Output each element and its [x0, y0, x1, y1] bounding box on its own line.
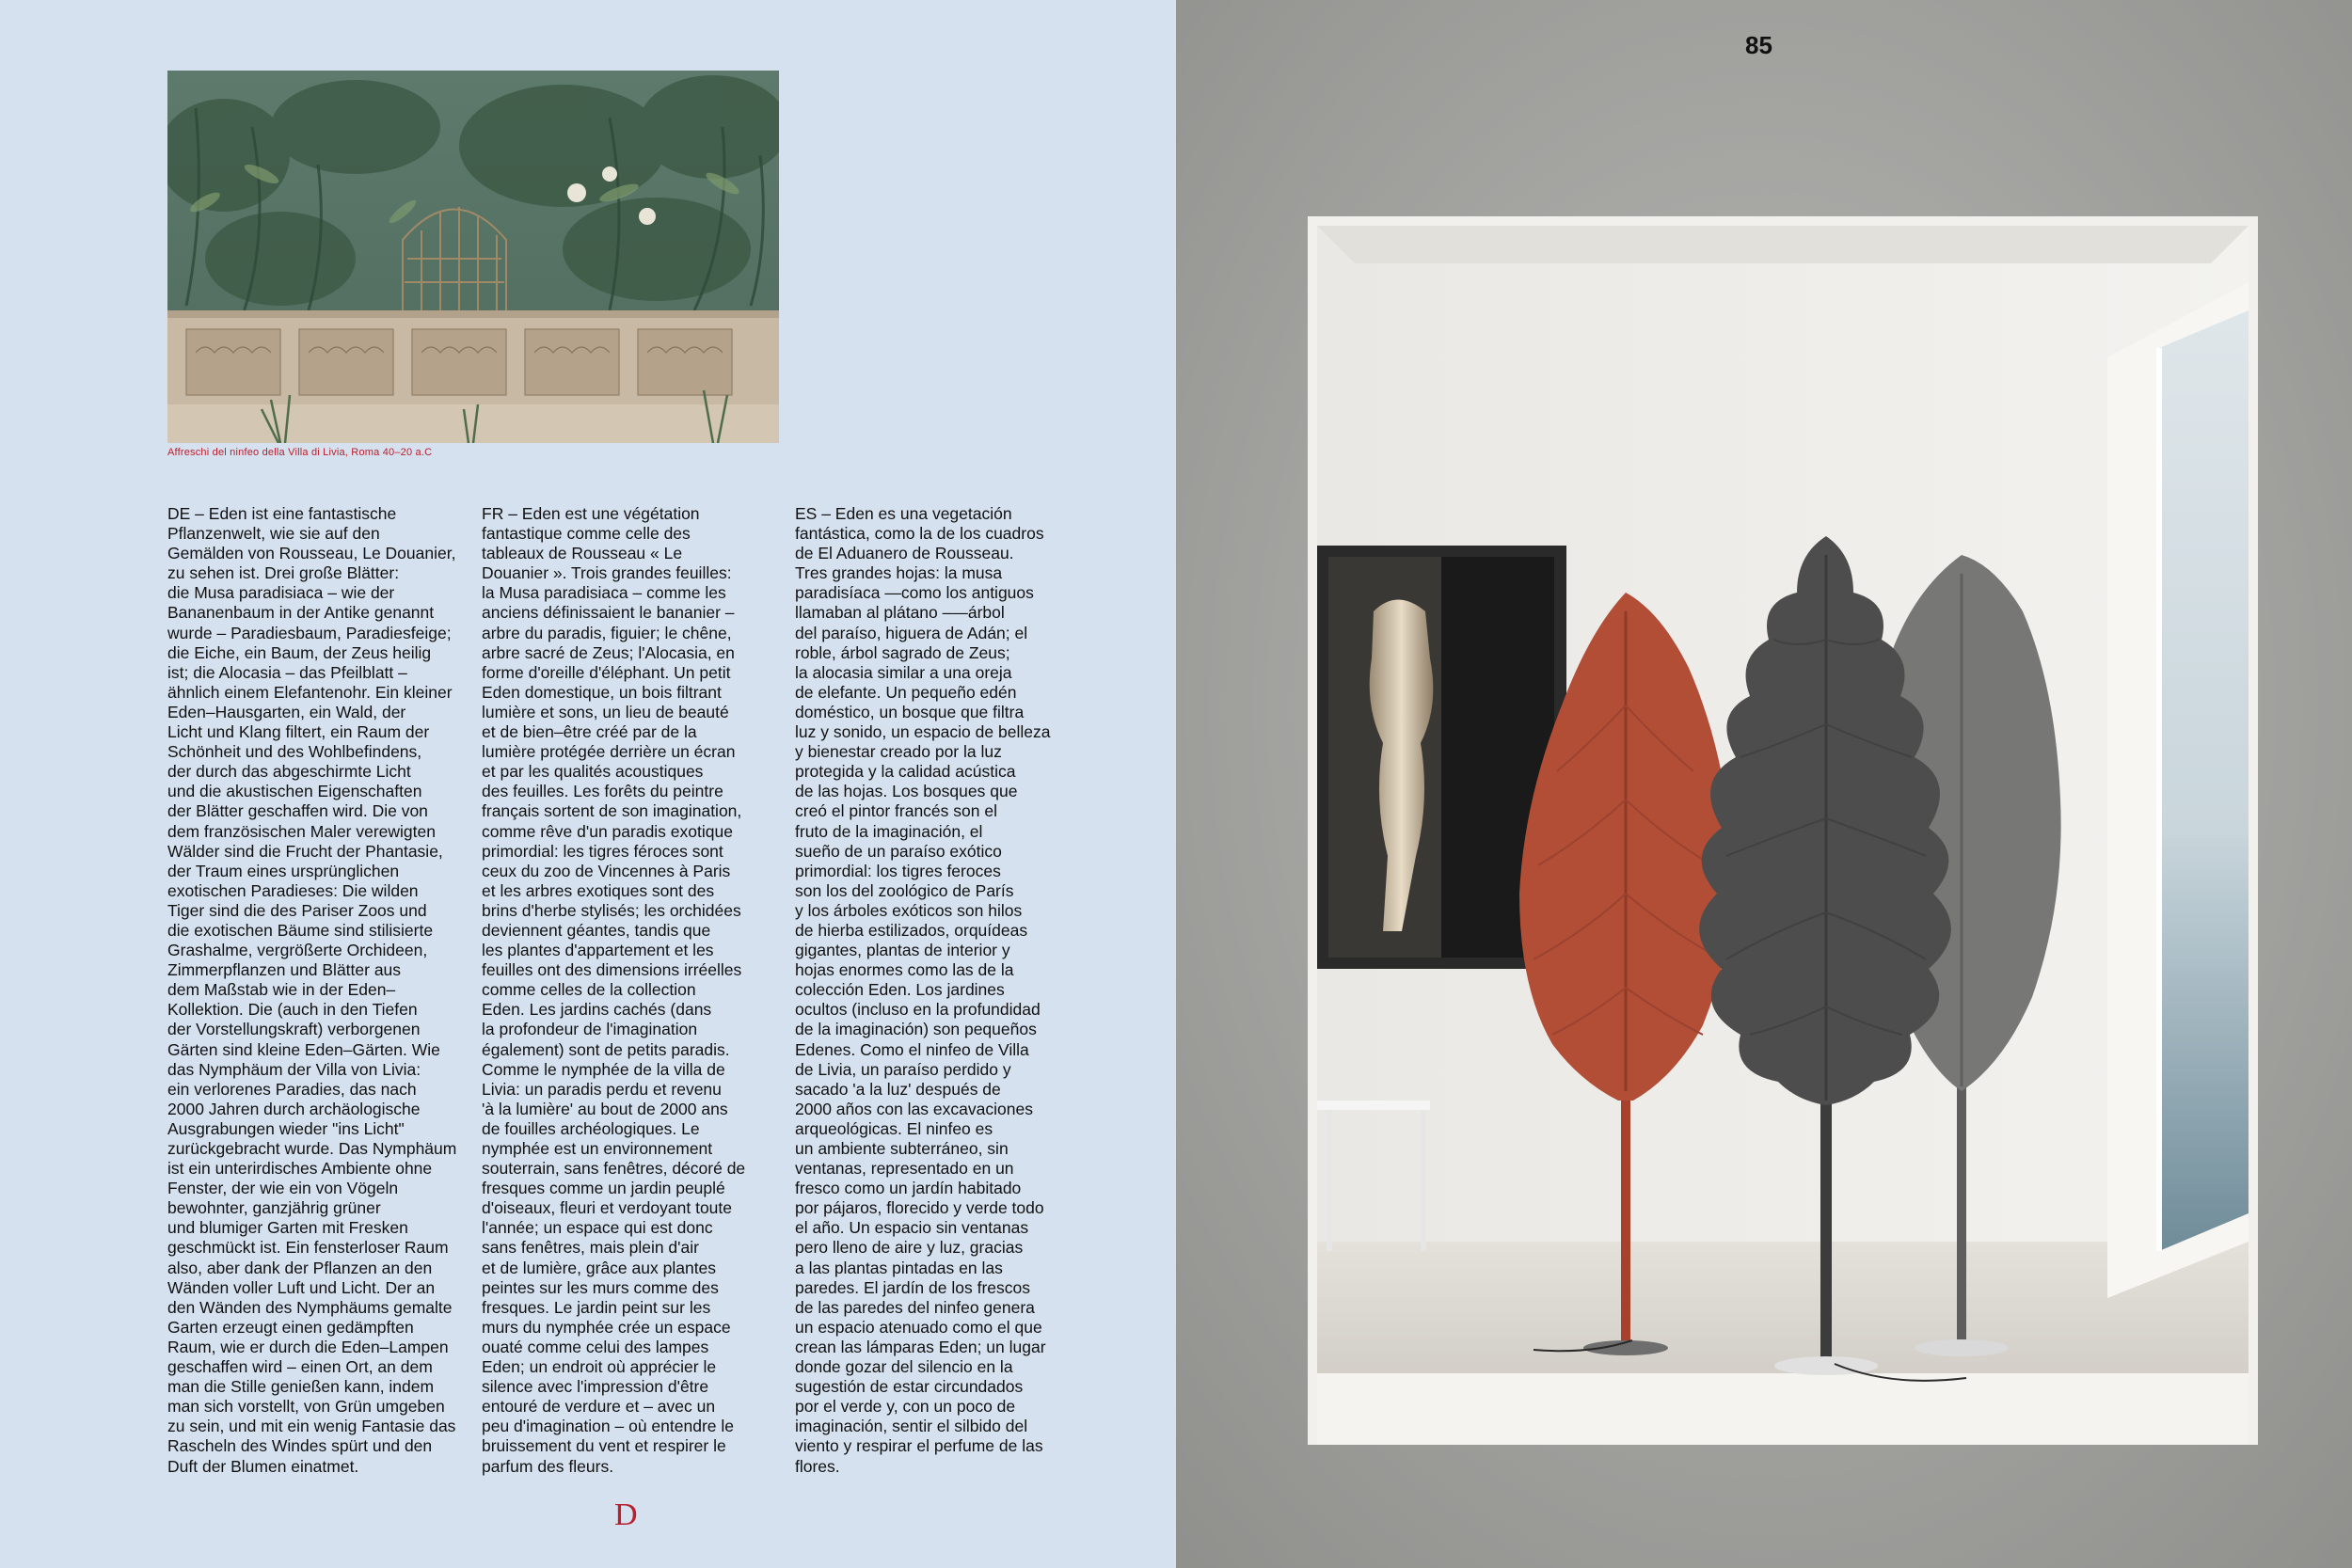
footer-logo: D: [614, 1497, 638, 1532]
room-photo: [1308, 216, 2258, 1445]
text-column-french: FR – Eden est une végétation fantastique comme celle des tableaux de Rousseau « Le Douanier ». Trois grandes feuilles: la Musa paradisiaca – comme les anciens définissaient le bananier – arbre du paradis, figuier; le chêne, arbre sacré de Zeus; l'Alocasia, en forme d'oreille d'éléphant. Un petit Eden domestique, un bois filtrant lumière et sons, un lieu de beauté et de bien–être créé par de la lumière protégée derrière un écran et par les qualités acoustiques des feuilles. Les forêts du peintre français sortent de son imagination, comme rêve d'un paradis exotique primordial: les tigres féroces sont ceux du zoo de Vincennes à Paris et les arbres exotiques sont des brins d'herbe stylisés; les orchidées deviennent géantes, tandis que les plantes d'appartement et les feuilles ont des dimensions irréelles comme celles de la collection Eden. Les jardins cachés (dans la profondeur de l'imagination également) sont de petits paradis. Comme le nymphée de la villa de Livia: un paradis perdu et revenu 'à la lumière' au bout de 2000 ans de fouilles archéologiques. Le nymphée est un environnement souterrain, sans fenêtres, décoré de fresques comme un jardin peuplé d'oiseaux, fleuri et verdoyant toute l'année; un espace qui est donc sans fenêtres, mais plein d'air et de lumière, grâce aux plantes peintes sur les murs comme des fresques. Le jardin peint sur les murs du nymphée crée un espace ouaté comme celui des lampes Eden; un endroit où apprécier le silence avec l'impression d'être entouré de verdure et – avec un peu d'imagination – où entendre le bruissement du vent et respirer le parfum des fleurs.: [482, 504, 746, 1476]
right-page: [1176, 0, 2352, 1568]
fresco-image: [167, 71, 779, 443]
text-column-german: DE – Eden ist eine fantastische Pflanzenwelt, wie sie auf den Gemälden von Rousseau, Le Douanier, zu sehen ist. Drei große Blätter: die Musa paradisiaca – wie der Bananenbaum in der Antike genannt wurde – Paradiesbaum, Paradiesfeige; die Eiche, ein Baum, der Zeus heilig ist; die Alocasia – das Pfeilblatt – ähnlich einem Elefantenohr. Ein kleiner Eden–Hausgarten, ein Wald, der Licht und Klang filtert, ein Raum der Schönheit und des Wohlbefindens, der durch das abgeschirmte Licht und die akustischen Eigenschaften der Blätter geschaffen wird. Die von dem französischen Maler verewigten Wälder sind die Frucht der Phantasie, der Traum eines ursprünglichen exotischen Paradieses: Die wilden Tiger sind die des Pariser Zoos und die exotischen Bäume sind stilisierte Grashalme, vergrößerte Orchideen, Zimmerpflanzen und Blätter aus dem Maßstab wie in der Eden– Kollektion. Die (auch in den Tiefen der Vorstellungskraft) verborgenen Gärten sind kleine Eden–Gärten. Wie das Nymphäum der Villa von Livia: ein verlorenes Paradies, das nach 2000 Jahren durch archäologische Ausgrabungen wieder "ins Licht" zurückgebracht wurde. Das Nymphäum ist ein unterirdisches Ambiente ohne Fenster, der wie ein von Vögeln bewohnter, ganzjährig grüner und blumiger Garten mit Fresken geschmückt ist. Ein fensterloser Raum also, aber dank der Pflanzen an den Wänden voller Luft und Licht. Der an den Wänden des Nymphäums gemalte Garten erzeugt einen gedämpften Raum, wie er durch die Eden–Lampen geschaffen wird – einen Ort, an dem man die Stille genießen kann, indem man sich vorstellt, von Grün umgeben zu sein, und mit ein wenig Fantasie das Rascheln des Windes spürt und den Duft der Blumen einatmet.: [167, 504, 457, 1476]
page-number: 85: [1745, 31, 1772, 59]
text-column-spanish: ES – Eden es una vegetación fantástica, como la de los cuadros de El Aduanero de Rousseau. Tres grandes hojas: la musa paradisíaca —como los antiguos llamaban al plátano –—árbol del paraíso, higuera de Adán; el roble, árbol sagrado de Zeus; la alocasia similar a una oreja de elefante. Un pequeño edén doméstico, un bosque que filtra luz y sonido, un espacio de belleza y bienestar creado por la luz protegida y la calidad acústica de las hojas. Los bosques que creó el pintor francés son el fruto de la imaginación, el sueño de un paraíso exótico primordial: los tigres feroces son los del zoológico de París y los árboles exóticos son hilos de hierba estilizados, orquídeas gigantes, plantas de interior y hojas enormes como las de la colección Eden. Los jardines ocultos (incluso en la profundidad de la imaginación) son pequeños Edenes. Como el ninfeo de Villa de Livia, un paraíso perdido y sacado 'a la luz' después de 2000 años con las excavaciones arqueológicas. El ninfeo es un ambiente subterráneo, sin ventanas, representado en un fresco como un jardín habitado por pájaros, florecido y verde todo el año. Un espacio sin ventanas pero lleno de aire y luz, gracias a las plantas pintadas en las paredes. El jardín de los frescos de las paredes del ninfeo genera un espacio atenuado como el que crean las lámparas Eden; un lugar donde gozar del silencio en la sugestión de estar circundados por el verde y, con un poco de imaginación, sentir el silbido del viento y respirar el perfume de las flores.: [795, 504, 1051, 1476]
image-caption: Affreschi del ninfeo della Villa di Livia, Roma 40–20 a.C: [167, 447, 433, 458]
